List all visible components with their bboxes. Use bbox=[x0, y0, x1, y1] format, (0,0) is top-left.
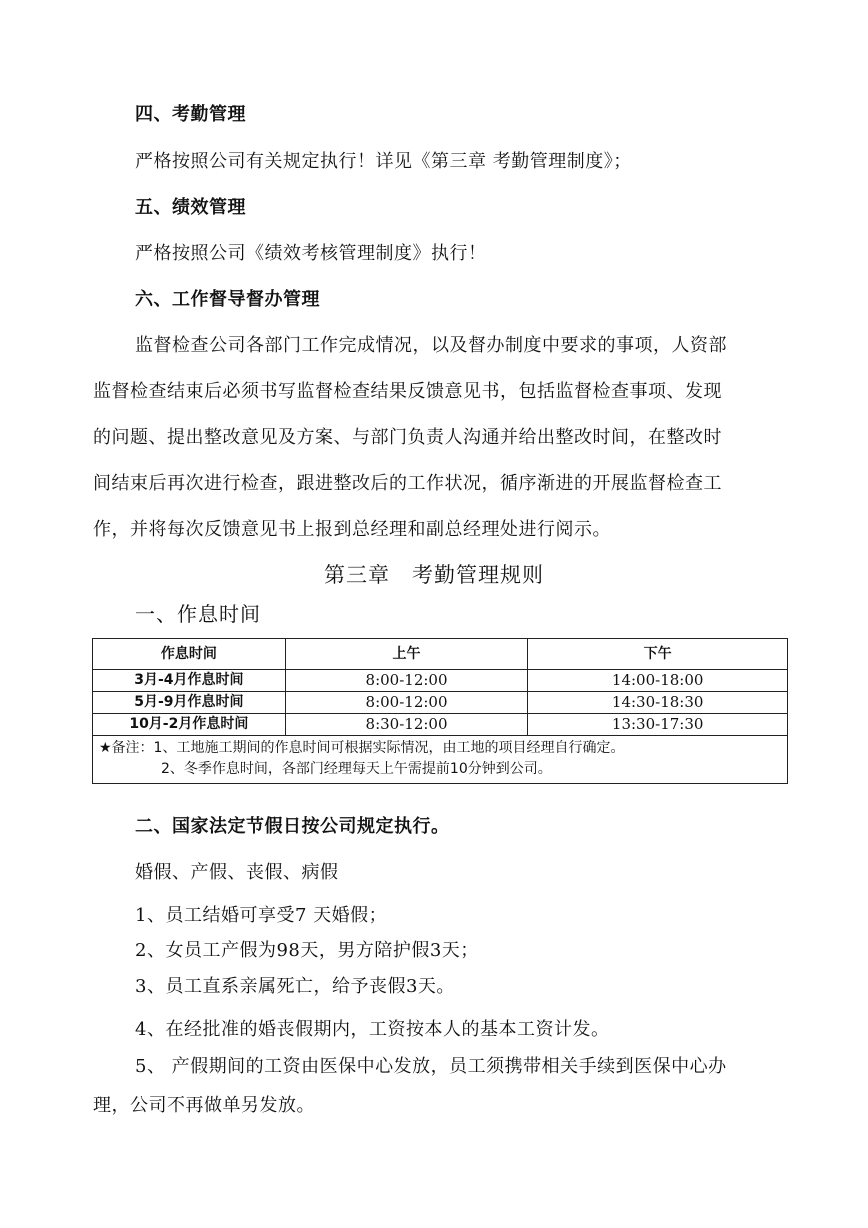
period-cell: 3月-4月作息时间 bbox=[93, 670, 286, 692]
leave-item: 3、员工直系亲属死亡，给予丧假3天。 bbox=[135, 976, 455, 997]
table-header-cell: 下午 bbox=[528, 639, 788, 670]
section-heading-performance: 五、绩效管理 bbox=[135, 197, 246, 218]
work-hours-table bbox=[92, 638, 788, 784]
holidays-heading: 二、国家法定节假日按公司规定执行。 bbox=[135, 816, 450, 837]
work-hours-heading: 一、作息时间 bbox=[135, 602, 261, 626]
supervision-paragraph-line: 监督检查结束后必须书写监督检查结果反馈意见书，包括监督检查事项、发现 bbox=[93, 381, 722, 402]
leave-item: 4、在经批准的婚丧假期内，工资按本人的基本工资计发。 bbox=[135, 1019, 610, 1040]
supervision-paragraph-line: 的问题、提出整改意见及方案、与部门负责人沟通并给出整改时间，在整改时 bbox=[93, 427, 722, 448]
attendance-text: 严格按照公司有关规定执行！详见《第三章 考勤管理制度》； bbox=[135, 151, 632, 172]
section-heading-supervision: 六、工作督导督办管理 bbox=[135, 289, 320, 310]
pm-cell: 13:30-17:30 bbox=[528, 714, 788, 736]
note-line: 2、冬季作息时间，各部门经理每天上午需提前10分钟到公司。 bbox=[161, 761, 552, 777]
leave-item: 1、员工结婚可享受7 天婚假； bbox=[135, 905, 388, 926]
supervision-paragraph-line: 间结束后再次进行检查，跟进整改后的工作状况，循序渐进的开展监督检查工 bbox=[93, 473, 722, 494]
chapter-number: 第三章 bbox=[324, 563, 390, 587]
table-header-row bbox=[93, 639, 788, 670]
supervision-paragraph-line: 监督检查公司各部门工作完成情况，以及督办制度中要求的事项，人资部 bbox=[135, 335, 727, 356]
leave-item: 5、 产假期间的工资由医保中心发放，员工须携带相关手续到医保中心办 bbox=[135, 1056, 727, 1077]
chapter-title bbox=[0, 562, 868, 588]
table-notes-row bbox=[93, 736, 788, 784]
am-cell: 8:00-12:00 bbox=[285, 670, 528, 692]
period-cell: 5月-9月作息时间 bbox=[93, 692, 286, 714]
table-row bbox=[93, 692, 788, 714]
table-header-cell: 作息时间 bbox=[93, 639, 286, 670]
table-row bbox=[93, 714, 788, 736]
table-notes bbox=[93, 736, 788, 784]
section-heading-attendance: 四、考勤管理 bbox=[135, 104, 246, 125]
table-header-cell: 上午 bbox=[285, 639, 528, 670]
am-cell: 8:30-12:00 bbox=[285, 714, 528, 736]
chapter-name: 考勤管理规则 bbox=[412, 563, 544, 587]
supervision-paragraph-line: 作，并将每次反馈意见书上报到总经理和副总经理处进行阅示。 bbox=[93, 519, 611, 540]
pm-cell: 14:00-18:00 bbox=[528, 670, 788, 692]
performance-text: 严格按照公司《绩效考核管理制度》执行！ bbox=[135, 243, 487, 264]
pm-cell: 14:30-18:30 bbox=[528, 692, 788, 714]
table-row bbox=[93, 670, 788, 692]
leave-item-continuation: 理，公司不再做单另发放。 bbox=[93, 1095, 315, 1116]
leave-item: 2、女员工产假为98天，男方陪护假3天； bbox=[135, 940, 479, 961]
leave-types: 婚假、产假、丧假、病假 bbox=[135, 862, 339, 883]
am-cell: 8:00-12:00 bbox=[285, 692, 528, 714]
note-line: ★备注：1、工地施工期间的作息时间可根据实际情况，由工地的项目经理自行确定。 bbox=[99, 740, 625, 756]
period-cell: 10月-2月作息时间 bbox=[93, 714, 286, 736]
